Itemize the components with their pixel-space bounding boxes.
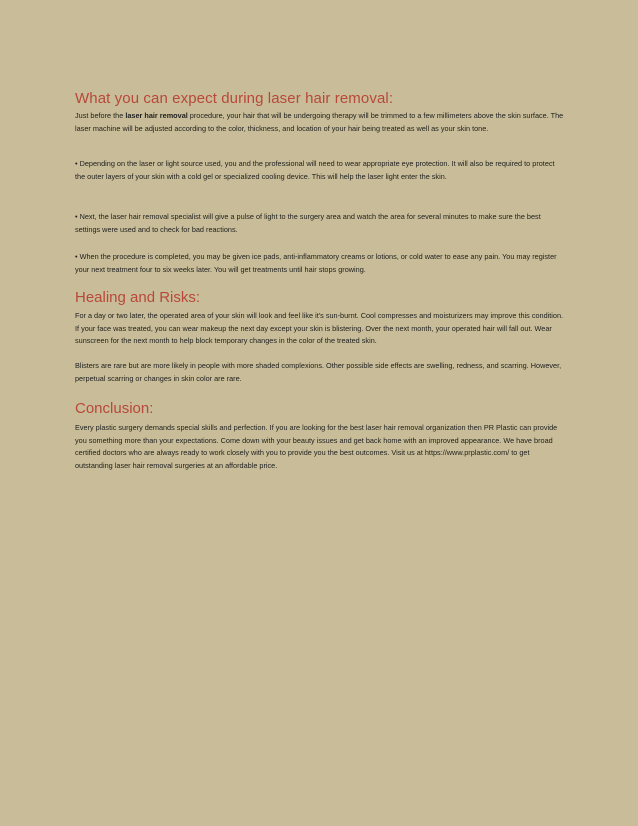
conclusion-heading: Conclusion:	[75, 400, 154, 417]
healing-paragraph-1: For a day or two later, the operated area of your skin will look and feel like it's sun-burnt. Cool compresses and moisturizers may improve this condition. If your face was treated, you can wear makeup the next day except your skin is blistering. Over the next month, your operated hair will fall out. Wear sunscreen for the next month to help block temporary changes in the color of the treated skin.	[75, 311, 564, 345]
expect-bullet-1: • Depending on the laser or light source used, you and the professional will need to wear appropriate eye protection. It will also be required to protect the outer layers of your skin with a cold gel or specialized cooling device. This will help the laser light enter the skin.	[75, 159, 555, 181]
healing-paragraph-2: Blisters are rare but are more likely in people with more shaded complexions. Other possible side effects are swelling, redness, and scarring. However, perpetual scarring or changes in skin color are rare.	[75, 361, 562, 383]
expect-bullet-2: • Next, the laser hair removal specialist will give a pulse of light to the surgery area and watch the area for several minutes to make sure the best settings were used and to check for bad reactions.	[75, 212, 541, 234]
intro-text-before: Just before the	[75, 111, 126, 120]
healing-heading: Healing and Risks:	[75, 289, 201, 306]
expect-bullet-3: • When the procedure is completed, you may be given ice pads, anti-inflammatory creams or lotions, or cold water to ease any pain. You may register your next treatment four to six weeks later. You will get treatments until hair stops growing.	[75, 252, 557, 274]
laser-hair-removal-keyword: laser hair removal	[125, 111, 188, 120]
intro-text-after: procedure, your hair that will be undergoing therapy will be trimmed to a few millimeters above the skin surface. The laser machine will be adjusted according to the color, thickness, and location of your hair being treated as well as your skin tone.	[75, 111, 564, 133]
expect-heading: What you can expect during laser hair removal:	[75, 90, 394, 107]
expect-intro-paragraph	[75, 110, 565, 135]
conclusion-paragraph: Every plastic surgery demands special skills and perfection. If you are looking for the best laser hair removal organization then PR Plastic can provide you something more than your expectations. Come down with your beauty issues and get back home with an improved appearance. We have broad certified doctors who are always ready to work closely with you to provide you the best outcomes. Visit us at https://www.prplastic.com/ to get outstanding laser hair removal surgeries at an affordable price.	[75, 423, 558, 470]
